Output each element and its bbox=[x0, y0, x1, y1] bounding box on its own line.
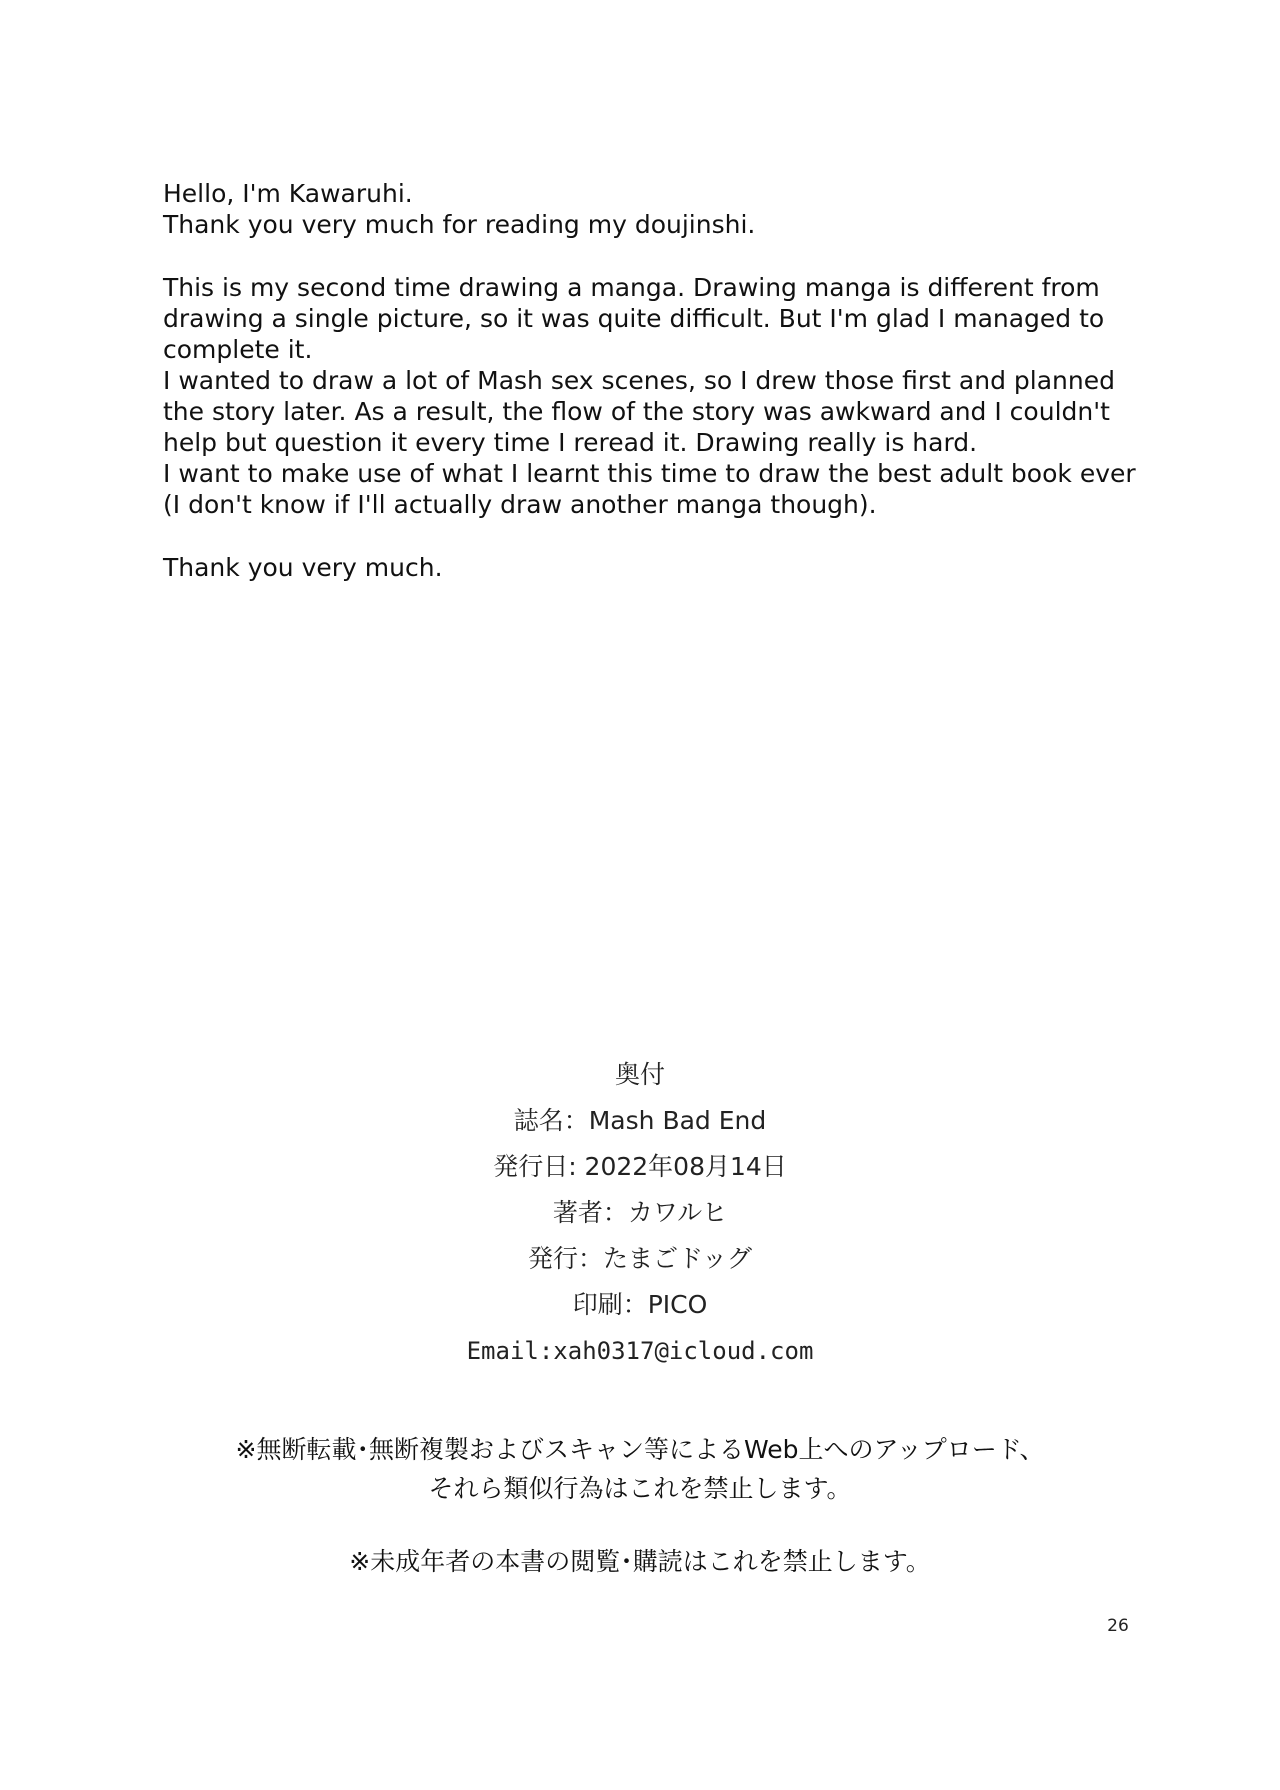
minors-notice: ※未成年者の本書の閲覧･購読はこれを禁止します。 bbox=[349, 1547, 931, 1576]
afterword-line: complete it. bbox=[163, 335, 313, 364]
afterword-line: This is my second time drawing a manga. Drawing manga is different from bbox=[163, 273, 1100, 302]
reproduction-notice-line: それら類似行為はこれを禁止します。 bbox=[428, 1474, 852, 1503]
thanks-line: Thank you very much for reading my doujinshi. bbox=[163, 210, 756, 239]
afterword-line: I wanted to draw a lot of Mash sex scenes, so I drew those first and planned bbox=[163, 366, 1115, 395]
colophon-publisher: 発行：たまごドッグ bbox=[527, 1244, 752, 1273]
colophon bbox=[0, 1052, 1280, 1374]
notices bbox=[0, 1430, 1280, 1581]
closing-line: Thank you very much. bbox=[163, 553, 443, 582]
afterword-line: help but question it every time I reread it. Drawing really is hard. bbox=[163, 428, 978, 457]
colophon-email: Email:xah0317@icloud.com bbox=[466, 1337, 814, 1365]
greeting-line: Hello, I'm Kawaruhi. bbox=[163, 179, 413, 208]
colophon-date: 発行日: 2022年08月14日 bbox=[493, 1152, 787, 1181]
colophon-title: 誌名：Mash Bad End bbox=[513, 1106, 767, 1135]
colophon-heading: 奥付 bbox=[614, 1060, 665, 1089]
reproduction-notice-line: ※無断転載･無断複製およびスキャン等によるWeb上へのアップロード、 bbox=[235, 1435, 1045, 1464]
afterword-line: drawing a single picture, so it was quite difficult. But I'm glad I managed to bbox=[163, 304, 1105, 333]
afterword-line: I want to make use of what I learnt this time to draw the best adult book ever bbox=[163, 459, 1136, 488]
colophon-author: 著者：カワルヒ bbox=[552, 1198, 728, 1227]
paragraph-gap bbox=[163, 520, 1163, 552]
afterword-line: the story later. As a result, the flow of the story was awkward and I couldn't bbox=[163, 397, 1110, 426]
afterword-line: (I don't know if I'll actually draw another manga though). bbox=[163, 490, 877, 519]
colophon-printer: 印刷：PICO bbox=[572, 1290, 708, 1319]
page-number: 26 bbox=[1107, 1616, 1129, 1636]
paragraph-gap bbox=[163, 240, 1163, 272]
afterword bbox=[163, 178, 1163, 583]
